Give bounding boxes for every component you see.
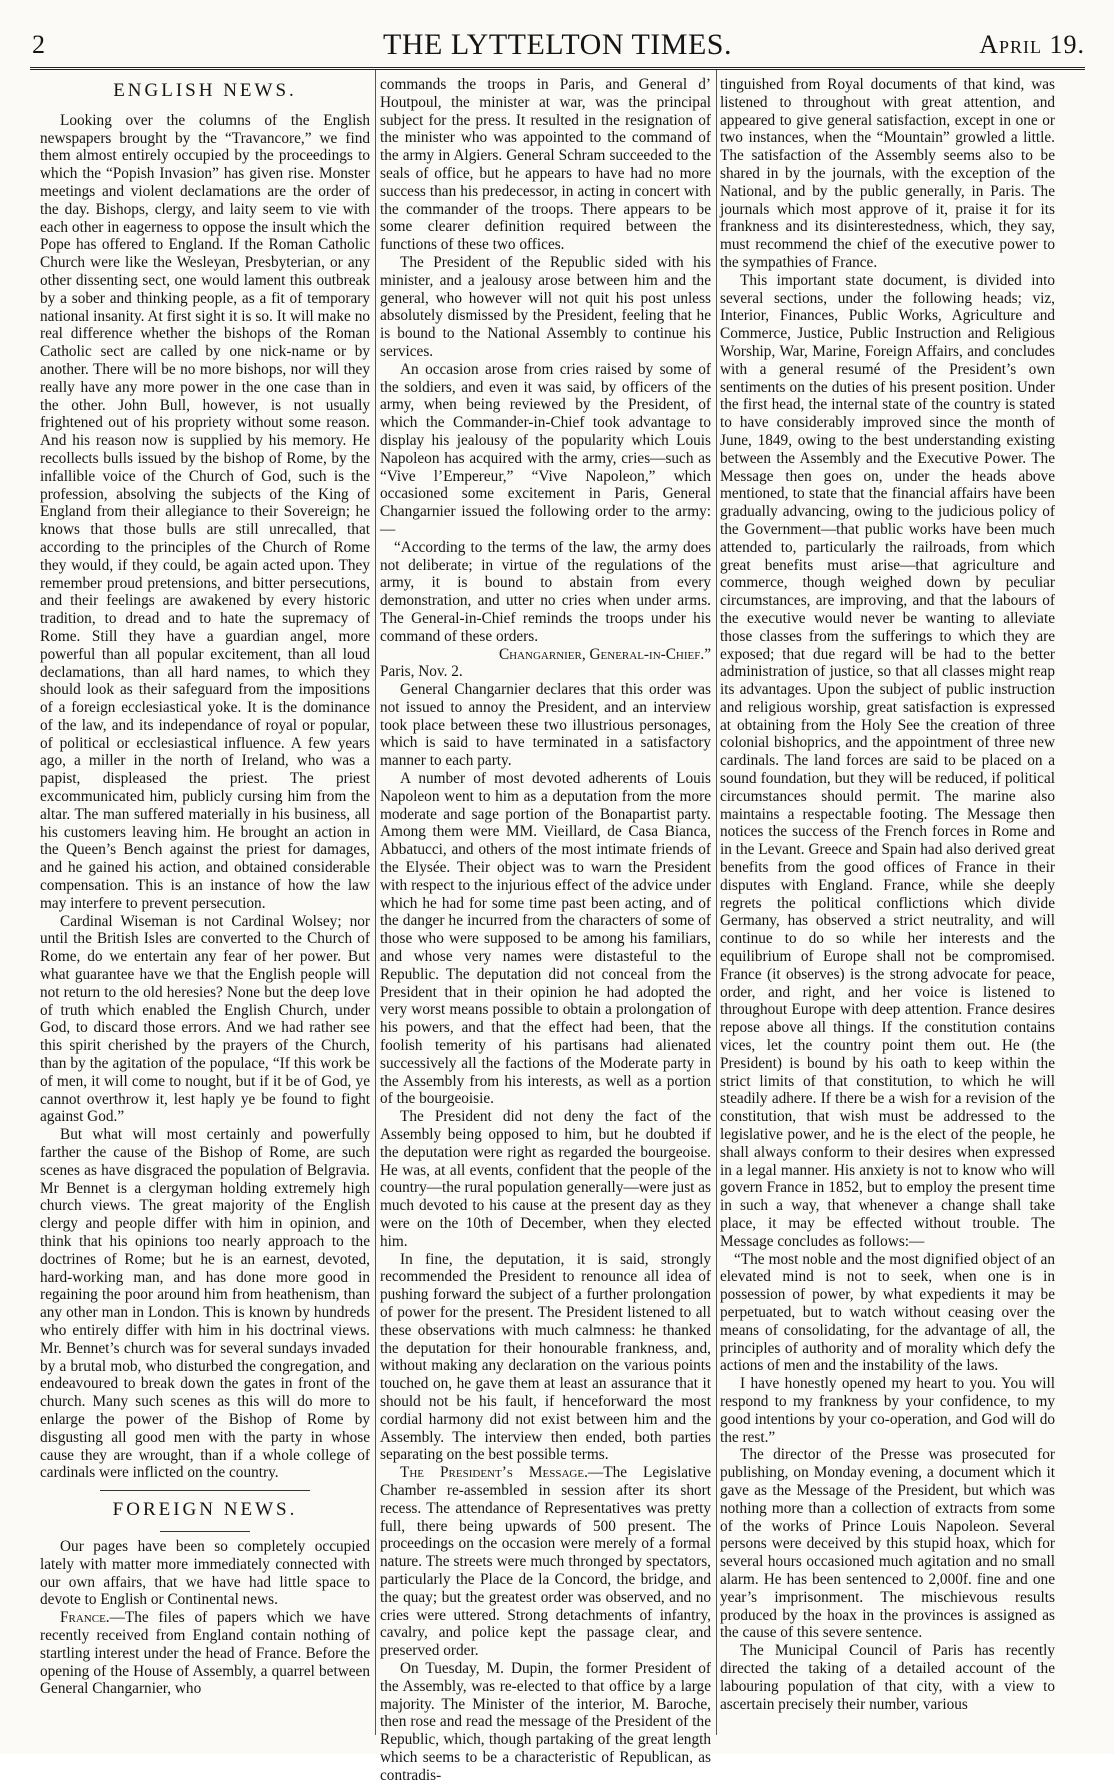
article-paragraph: commands the troops in Paris, and General d’ Houtpoul, the minister at war, was the principal subject for the press. It resulted in the resignation of the minister who was appointed to the command of the army in Algiers. General Schram succeeded to the seals of office, but he appears to have had no more success than his predecessor, in acting in concert with the commander of the troops. There appears to be some clearer definition required between the functions of these two offices.	[380, 76, 711, 254]
paragraph-text: —The Legislative Chamber re-assembled in session after its short recess. The attendance of Representatives was pretty full, there being upwards of 500 present. The proceedings on the occasion were merely of a formal nature. The streets were much thronged by spectators, particularly the Place de la Concord, the bridge, and the quay; but the greatest order was observed, and no cries were uttered. Strong detachments of infantry, cavalry, and police kept the passage clear, and preserved order.	[380, 1464, 711, 1660]
column-divider	[375, 70, 376, 1735]
article-paragraph: The President of the Republic sided with his minister, and a jealousy arose between him and the general, who however will not quit his post unless absolutely dismissed by the President, feeling that he is bound to the National Assembly to continue his services.	[380, 253, 711, 360]
column-2	[380, 76, 711, 1784]
article-paragraph: In fine, the deputation, it is said, strongly recommended the President to renounce all idea of pushing forward the subject of a further prolongation of power for the present. The President listened to all these observations with much calmness: he thanked the deputation for their honourable frankness, and, without making any declaration on the various points touched on, he gave them at least an assurance that it should not be his fault, if henceforward the most cordial harmony did not exist between him and the Assembly. The interview then ended, both parties separating on the best possible terms.	[380, 1250, 711, 1464]
article-paragraph: Looking over the columns of the English newspapers brought by the “Travancore,” we find them almost entirely occupied by the proceedings to which the “Popish Invasion” has given rise. Monster meetings and violent declamations are the order of the day. Bishops, clergy, and laity seem to vie with each other in eagerness to oppose the insult which the Pope has offered to England. If the Roman Catholic Church were like the Wesleyan, Presbyterian, or any other dissenting sect, one would lament this outbreak by a sober and thinking people, as a fit of temporary national insanity. At first sight it is so. It will make no real difference whether the bishops of the Roman Catholic sect are called by one nick-name or by another. There will be no more bishops, nor will they really have any more power in the one case than in the other. John Bull, however, is not usually frightened out of his propriety without some reason. And his reason now is supplied by his memory. He recollects bulls issued by the bishop of Rome, by the infallible voice of the Church of God, such is the profession, absolving the subjects of the King of England from their allegiance to their Sovereign; he knows that those bulls are still unrecalled, that according to the principles of the Church of Rome they would, if they could, be again acted upon. They remember proud pretensions, and bitter persecutions, and their feelings are awakened by every historic tradition, to dread and to hate the supremacy of Rome. Still they have a guardian angel, more powerful than all popular excitement, than all loud declamations, than all hard names, to which they should look as their safeguard from the impositions of a foreign ecclesiastical yoke. It is the dominance of the law, and its independance of royal or popular, of political or ecclesiastical influence. A few years ago, a miller in the north of Ireland, who was a papist, displeased the priest. The priest excommunicated him, publicly cursing him from the altar. The man suffered materially in his business, all his customers leaving him. He brought an action in the Queen’s Bench against the priest for damages, and he gained his action, and obtained considerable compensation. This is an instance of how the law may interfere to prevent persecution.	[40, 111, 370, 912]
column-3	[720, 76, 1055, 1741]
page-number: 2	[32, 30, 45, 59]
article-paragraph	[380, 1464, 711, 1660]
article-paragraph: General Changarnier declares that this order was not issued to annoy the President, and an interview took place between these two illustrious personages, which is said to have terminated in a satisfactory manner to each party.	[380, 681, 711, 770]
order-place-date: Paris, Nov. 2.	[380, 663, 463, 681]
issue-date: April 19.	[979, 30, 1085, 59]
paragraph-text: —The files of papers which we have recently received from England contain nothing of startling interest under the head of France. Before the opening of the House of Assembly, a quarrel between General Changarnier, who	[40, 1609, 370, 1698]
masthead	[30, 24, 1085, 64]
quoted-message: “The most noble and the most dignified object of an elevated mind is not to seek, when one is in possession of power, by what expedients it may be perpetuated, but to watch without ceasing over the means of consolidating, for the advantage of all, the principles of authority and of morality which defy the actions of men and the instability of the laws.	[720, 1250, 1055, 1375]
section-divider	[160, 1531, 250, 1532]
subsection-label-message: The President’s Message.	[400, 1464, 588, 1482]
article-paragraph: This important state document, is divided into several sections, under the following heads; viz, Interior, Finances, Public Works, Agriculture and Commerce, Justice, Public Instruction and Religious Worship, War, Marine, Foreign Affairs, and concludes with a general resumé of the President’s own sentiments on the duties of his present position. Under the first head, the internal state of the country is stated to have considerably improved since the month of June, 1849, owing to the best understanding existing between the Assembly and the Executive Power. The Message then goes on, under the heads above mentioned, to state that the financial affairs have been gradually advancing, owing to the judicious policy of the Government—that public works have been much attended to, particularly the railroads, from which great benefits must arise—that agriculture and commerce, though weighed down by peculiar circumstances, are improving, and that the labours of the executive would never be wanting to alleviate those classes from the sufferings to which they are exposed; that due regard will be had to the better administration of justice, so that all classes might reap its advantages. Upon the subject of public instruction and religious worship, great satisfaction is expressed at obtaining from the Holy See the creation of three colonial bishoprics, and the appointment of three new cardinals. The land forces are said to be placed on a sound foundation, but they will be reduced, if political circumstances should permit. The marine also maintains a respectable footing. The Message then notices the success of the French forces in Rome and in the Levant. Greece and Spain had also derived great benefits from the good offices of France in their disputes with England. France, while she deeply regrets the political conflictions which divide Germany, has observed a strict neutrality, and will continue to do so while her interests and the equilibrium of Europe shall not be compromised. France (it observes) is the strong advocate for peace, order, and right, and her voice is listened to throughout Europe with deep attention. France desires repose above all things. If the constitution contains vices, let the country point them out. He (the President) is bound by his oath to keep within the strict limits of that constitution, to which he will steadily adhere. If there be a wish for a revision of the constitution, that wish must be addressed to the legislative power, and he is the elect of the people, he shall always conform to their desires when expressed in a legal manner. His anxiety is not to know who will govern France in 1852, but to employ the present time in such a way, that whenever a change shall take place, it may be effected without trouble. The Message concludes as follows:—	[720, 271, 1055, 1250]
article-paragraph: The President did not deny the fact of the Assembly being opposed to him, but he doubted if the deputation were right as regarded the bourgeoise. He was, at all events, confident that the people of the country—the rural population generally—were just as much devoted to his cause at the present day as they were on the 10th of December, when they elected him.	[380, 1108, 711, 1250]
section-divider	[100, 1490, 310, 1491]
article-paragraph: Our pages have been so completely occupied lately with matter more immediately connected with our own affairs, that we have had little space to devote to English or Continental news.	[40, 1537, 370, 1609]
article-paragraph: An occasion arose from cries raised by some of the soldiers, and even it was said, by officers of the army, when being reviewed by the President, of which the Commander-in-Chief took advantage to display his jealousy of the popularity which Louis Napoleon has acquired with the army, cries—such as “Vive l’Empereur,” “Vive Napoleon,” which occasioned some excitement in Paris, General Changarnier issued the following order to the army:—	[380, 360, 711, 538]
column-divider	[716, 70, 717, 1735]
subsection-label-france: France.	[60, 1609, 110, 1627]
masthead-rule	[30, 67, 1085, 70]
article-paragraph: A number of most devoted adherents of Louis Napoleon went to him as a deputation from the more moderate and sage portion of the Bonapartist party. Among them were MM. Vieillard, de Casa Bianca, Abbatucci, and others of the most intimate friends of the Elysée. Their object was to warn the President with respect to the injurious effect of the advice under which he had for some time past been acting, and of the danger he incurred from the characters of some of those who were supposed to be among his familiars, and whose very names were distasteful to the Republic. The deputation did not conceal from the President that in their opinion he had adopted the very worst means possible to obtain a prolongation of his powers, and that the effect had been, that the foolish temerity of his partisans had alienated successively all the factions of the Moderate party in the Assembly from his interests, as well as a portion of the bourgeoisie.	[380, 770, 711, 1108]
newspaper-title: THE LYTTELTON TIMES.	[383, 28, 732, 61]
article-paragraph: The Municipal Council of Paris has recently directed the taking of a detailed account of the labouring population of that city, with a view to ascertain precisely their number, various	[720, 1642, 1055, 1713]
section-heading-foreign-news: FOREIGN NEWS.	[112, 1499, 298, 1521]
article-paragraph: But what will most certainly and powerfully farther the cause of the Bishop of Rome, are such scenes as have disgraced the population of Belgravia. Mr Bennet is a clergyman holding extremely high church views. The great majority of the English clergy and people differ with him in opinion, and think that his opinions too nearly approach to the doctrines of Rome; but he is an earnest, devoted, hard-working man, and has done more good in regaining the poor around him from heathenism, than any other man in London. This is known by hundreds who entirely differ with him in his doctrinal views. Mr. Bennet’s church was for several sundays invaded by a brutal mob, who disturbed the congregation, and endeavoured to break down the gates in front of the church. Many such scenes as this will do more to enlarge the power of the Bishop of Rome by disgusting all good men with the party in whose cause they are wrought, than if a whole college of cardinals were inflicted on the country.	[40, 1126, 370, 1482]
section-heading-english-news: ENGLISH NEWS.	[113, 80, 297, 101]
column-1	[40, 76, 370, 1741]
order-signature: Changarnier, General-in-Chief.”	[498, 645, 711, 663]
article-paragraph	[40, 1609, 370, 1698]
article-paragraph: The director of the Presse was prosecuted for publishing, on Monday evening, a document which it gave as the Message of the President, but which was nothing more than a collection of extracts from some of the works of Prince Louis Napoleon. Several persons were deceived by this stupid hoax, which for several hours occasioned much agitation and no small alarm. He has been sentenced to 2,000f. fine and one year’s imprisonment. The mischievous results produced by the hoax in the provinces is assigned as the cause of this severe sentence.	[720, 1446, 1055, 1642]
quoted-order: “According to the terms of the law, the army does not deliberate; in virtue of the regulations of the army, it is bound to abstain from every demonstration, and utter no cries when under arms. The General-in-Chief reminds the troops under his command of these orders.	[380, 538, 711, 645]
article-paragraph: On Tuesday, M. Dupin, the former President of the Assembly, was re-elected to that office by a large majority. The Minister of the interior, M. Baroche, then rose and read the message of the President of the Republic, which, though partaking of the great length which seems to be a characteristic of Republican, as contradis-	[380, 1659, 711, 1784]
quoted-message: I have honestly opened my heart to you. You will respond to my frankness by your confidence, to my good intentions by your co-operation, and God will do the rest.”	[720, 1375, 1055, 1446]
article-paragraph: Cardinal Wiseman is not Cardinal Wolsey; nor until the British Isles are converted to the Church of Rome, do we entertain any fear of her power. But what guarantee have we that the English people will not return to the old heresies? None but the deep love of truth which enabled the English Church, under God, to discard those errors. And we had rather see this spirit cherished by the prayers of the Church, than by the agitation of the populace, “If this work be of men, it will come to nought, but if it be of God, ye cannot overthrow it, lest haply ye be found to fight against God.”	[40, 912, 370, 1126]
article-paragraph: tinguished from Royal documents of that kind, was listened to throughout with great attention, and appeared to give general satisfaction, except in one or two instances, when the “Mountain” growled a little. The satisfaction of the Assembly seems also to be shared in by the journals, with the exception of the National, and by the public generally, in Paris. The journals which most approve of it, praise it for its frankness and its disinterestedness, which, they say, must recommend the chief of the executive power to the sympathies of France.	[720, 76, 1055, 271]
